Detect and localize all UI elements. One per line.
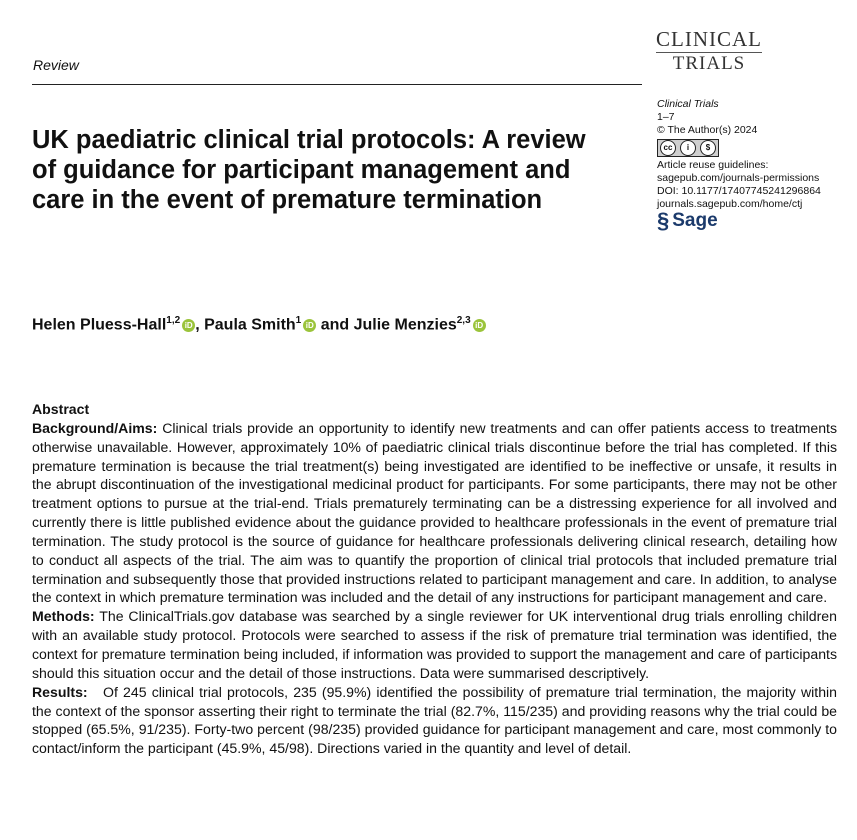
- sage-s-icon: §: [657, 208, 670, 233]
- meta-reuse-label: Article reuse guidelines:: [657, 159, 769, 171]
- meta-journal-link[interactable]: journals.sagepub.com/home/ctj: [657, 198, 803, 210]
- section-text: The ClinicalTrials.gov database was searched by a single reviewer for UK interventional drug trials enrolling children with an available study protocol. Protocols were searched to assess if the risk of premature trial termination was identified, the context for premature termination being included, if information was provided to support the management and care of participants should this situation occur and the detail of those instructions. Data were summarised descriptively.: [32, 608, 837, 681]
- by-icon: i: [680, 140, 696, 156]
- orcid-icon[interactable]: iD: [182, 319, 195, 332]
- article-meta: [657, 98, 821, 233]
- author-name[interactable]: Paula Smith: [204, 316, 296, 334]
- abstract-section-background: [32, 419, 837, 607]
- journal-logo: [650, 28, 768, 75]
- author-conjunction: and: [320, 316, 350, 334]
- cc-license-icon[interactable]: [657, 139, 719, 157]
- author-name[interactable]: Helen Pluess-Hall: [32, 316, 167, 334]
- author-affiliation: 1: [295, 315, 302, 326]
- section-label: Results:: [32, 683, 88, 700]
- section-text: Of 245 clinical trial protocols, 235 (95.9%) identified the possibility of premature trial termination, the majority within the context of the sponsor asserting their right to terminate the trial (82.7%, 115/235) and providing reasons why the trial could be stopped (65.5%, 91/235). Forty-two percent (98/235) provided guidance for participant management and care, most commonly to contact/inform the participant (45.9%, 45/98). Directions varied in the quantity and level of detail.: [32, 683, 837, 757]
- meta-journal: Clinical Trials: [657, 98, 719, 110]
- section-label: Background/Aims:: [32, 419, 158, 436]
- nc-icon: $: [700, 140, 716, 156]
- abstract-heading: Abstract: [32, 401, 90, 417]
- header-divider: [32, 84, 642, 85]
- publisher-name: Sage: [672, 210, 718, 231]
- meta-doi[interactable]: DOI: 10.1177/17407745241296864: [657, 185, 821, 197]
- journal-logo-line1: CLINICAL: [656, 27, 762, 51]
- publisher-logo: [657, 208, 821, 233]
- abstract-section-results: [32, 683, 837, 758]
- author-affiliation: 2,3: [456, 315, 471, 326]
- author-affiliation: 1,2: [166, 315, 181, 326]
- author-name[interactable]: Julie Menzies: [353, 316, 457, 334]
- author-separator: ,: [195, 316, 200, 334]
- abstract: [32, 400, 837, 758]
- article-type: Review: [33, 57, 79, 73]
- section-text: Clinical trials provide an opportunity to identify new treatments and can offer patients access to treatments otherwise unavailable. However, approximately 10% of paediatric clinical trials discontinue before the trial has completed. If this premature termination is because the trial treatment(s) being investigated are identified to be ineffective or unsafe, it results in the abrupt discontinuation of the investigational medicinal product for participants. For some participants, there may not be other treatment options to pursue at the trial-end. Trials prematurely terminating can be a distressing experience for all involved and currently there is little published evidence about the guidance provided to healthcare professionals in the event of premature trial termination. The study protocol is the source of guidance for healthcare professionals delivering clinical research, detailing how to conduct all aspects of the trial. The aim was to quantify the proportion of clinical trial protocols that included premature trial termination and subsequently those that provided instructions related to participant management and care. In addition, to analyse the context in which premature termination was included and the detail of any instructions for participant management and care.: [32, 419, 837, 606]
- cc-icon: cc: [660, 140, 676, 156]
- meta-pages: 1–7: [657, 111, 675, 123]
- meta-reuse-link[interactable]: sagepub.com/journals-permissions: [657, 172, 820, 184]
- orcid-icon[interactable]: iD: [473, 319, 486, 332]
- author-list: [32, 315, 486, 334]
- journal-logo-line2: TRIALS: [672, 53, 746, 74]
- article-title: UK paediatric clinical trial protocols: A review of guidance for participant management and care in the event of premature termination: [32, 126, 586, 214]
- meta-copyright: © The Author(s) 2024: [657, 124, 758, 136]
- section-label: Methods:: [32, 608, 95, 625]
- abstract-section-methods: [32, 607, 837, 682]
- orcid-icon[interactable]: iD: [303, 319, 316, 332]
